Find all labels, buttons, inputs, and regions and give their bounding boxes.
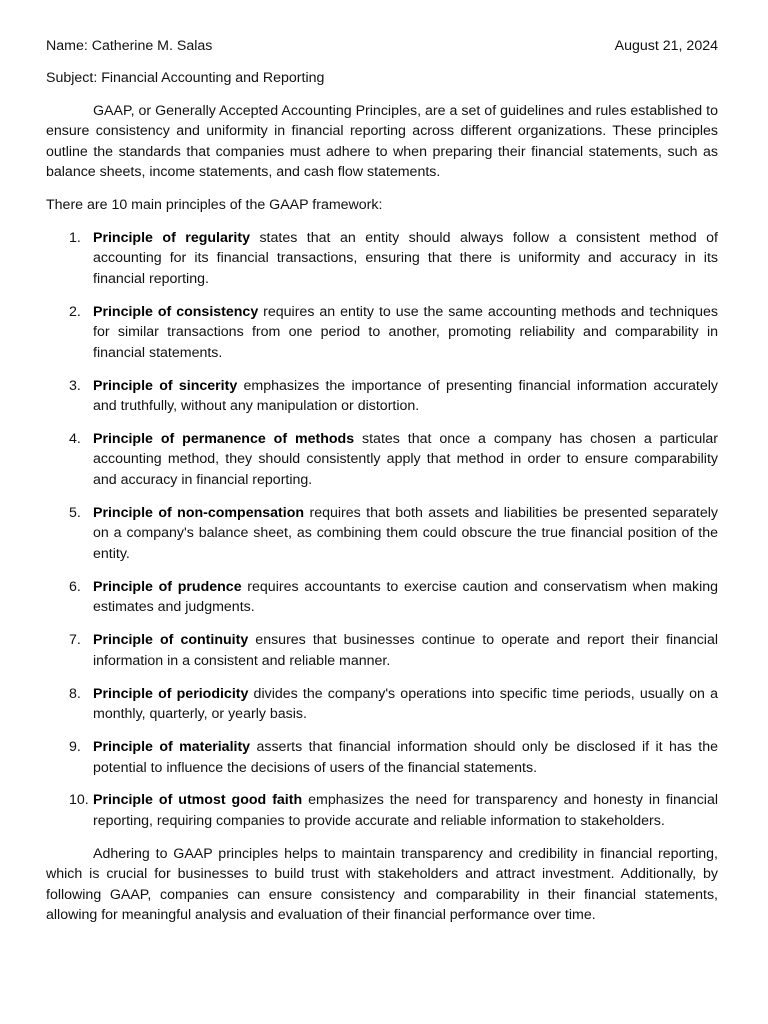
- principle-description: requires that both assets and liabilities be presented separately on a company's balance sheet, as combining them could obscure the true financial position of the entity.: [93, 504, 718, 563]
- principle-description: ensures that businesses continue to operate and report their financial information in a consistent and reliable manner.: [93, 632, 718, 669]
- principle-description: states that an entity should always follow a consistent method of accounting for its financial transactions, ensuring that there is uniformity and accuracy in its financial reporting.: [93, 229, 718, 287]
- list-item: [46, 376, 718, 417]
- list-item-number: 3.: [69, 377, 81, 394]
- document-subject: Subject: Financial Accounting and Reporting: [46, 70, 325, 86]
- list-item: [46, 228, 718, 290]
- list-item-number: 2.: [69, 303, 81, 320]
- list-item: [46, 577, 718, 618]
- principle-term: Principle of utmost good faith: [93, 792, 303, 809]
- list-intro: There are 10 main principles of the GAAP framework:: [46, 196, 383, 213]
- list-item-number: 1.: [69, 229, 81, 246]
- list-item: [46, 737, 718, 778]
- list-item-number: 8.: [69, 685, 81, 702]
- principle-description: asserts that financial information should only be disclosed if it has the potential to influence the decisions of users of the financial statements.: [93, 738, 718, 776]
- author-name: Name: Catherine M. Salas: [46, 38, 213, 54]
- document-page: [46, 36, 718, 926]
- document-date: August 21, 2024: [614, 38, 718, 54]
- list-item-number: 10.: [69, 792, 89, 809]
- list-item-number: 5.: [69, 504, 81, 521]
- principle-term: Principle of materiality: [93, 738, 251, 755]
- principle-description: divides the company's operations into specific time periods, usually on a monthly, quarterly, or yearly basis.: [93, 685, 718, 723]
- list-item: [46, 684, 718, 725]
- principle-term: Principle of regularity: [93, 229, 250, 246]
- list-item-number: 7.: [69, 632, 81, 649]
- principle-term: Principle of continuity: [93, 632, 249, 649]
- principles-list: [46, 228, 718, 832]
- principle-term: Principle of sincerity: [93, 377, 238, 394]
- list-item-number: 4.: [69, 430, 81, 447]
- intro-paragraph: GAAP, or Generally Accepted Accounting Principles, are a set of guidelines and rules established to ensure consistency and uniformity in financial reporting across different organizations. These principles outline the standards that companies must adhere to when preparing their financial statements, such as balance sheets, income statements, and cash flow statements.: [46, 102, 718, 181]
- principle-description: requires accountants to exercise caution and conservatism when making estimates and judgments.: [93, 578, 719, 616]
- principle-description: emphasizes the importance of presenting financial information accurately and truthfully, without any manipulation or distortion.: [93, 377, 718, 415]
- list-item: [46, 630, 718, 671]
- header-row: [46, 36, 718, 56]
- principle-description: requires an entity to use the same accounting methods and techniques for similar transactions from one period to another, promoting reliability and comparability in financial statements.: [93, 303, 718, 361]
- principle-description: emphasizes the need for transparency and honesty in financial reporting, requiring companies to provide accurate and reliable information to stakeholders.: [93, 792, 718, 829]
- list-item: [46, 790, 718, 831]
- list-item-number: 6.: [69, 578, 81, 595]
- principle-term: Principle of prudence: [93, 578, 242, 595]
- principle-description: states that once a company has chosen a particular accounting method, they should consistently apply that method in order to ensure comparability and accuracy in financial reporting.: [93, 430, 718, 489]
- principle-term: Principle of periodicity: [93, 685, 249, 702]
- list-item-number: 9.: [69, 738, 81, 755]
- principle-term: Principle of consistency: [93, 303, 259, 320]
- list-item: [46, 302, 718, 364]
- principle-term: Principle of non-compensation: [93, 504, 305, 521]
- list-item: [46, 429, 718, 491]
- principle-term: Principle of permanence of methods: [93, 430, 355, 447]
- closing-paragraph: Adhering to GAAP principles helps to maintain transparency and credibility in financial reporting, which is crucial for businesses to build trust with stakeholders and attract investment. Additionally, by following GAAP, companies can ensure consistency and comparability in their financial statements, allowing for meaningful analysis and evaluation of their financial performance over time.: [46, 845, 718, 924]
- list-item: [46, 503, 718, 565]
